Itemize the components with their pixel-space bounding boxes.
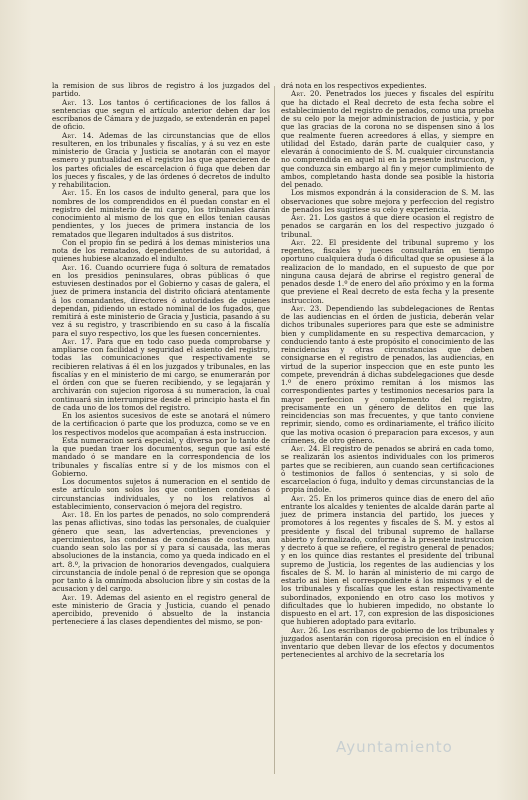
article-number: Art. 20. (291, 89, 322, 99)
article-paragraph (281, 239, 494, 305)
article-number: Art. 24. (291, 444, 321, 453)
article-number: Art. 22. (291, 237, 324, 247)
article-paragraph (52, 338, 270, 412)
article-number: Art. 18. (62, 510, 92, 519)
article-text: En los partes de penados, no solo comprenderá las penas aflictivas, sino todas las personales, de cualquier género que sean, las advertencias, prevenciones y apercimientos, las condenas de condenas de costas, aun cuando sean solo las por sí y para sí causada, las meras absoluciones de la instancia, como ya queda indicado en el art. 8.º, la privacion de honorarios devengados, cualquiera circunstancia de índole penal ó de represion que se oponga por tanto á la omnímoda absolucion libre y sin costas de la acusacion y del cargo. (52, 510, 270, 594)
article-number: Art. 26. (291, 625, 321, 635)
article-number: Art. 21. (291, 213, 321, 222)
article-text: Los tantos ó certificaciones de los fallos á sentencias que segun el artículo anterior deben dar los escribanos de Cámara y de juzgado, se extenderán en papel de oficio. (52, 97, 270, 132)
column-divider (274, 86, 275, 774)
article-text: Ademas del asiento en el registro general de este ministerio de Gracia y Justicia, cuando el penado apercibido, prevenido ó absuelto de la instancia perteneciere á las clases dependientes del mismo, se pon- (52, 592, 270, 627)
article-number: Art. 19. (62, 592, 93, 602)
article-paragraph (281, 189, 494, 214)
article-text: Cuando ocurriere fuga ó soltura de rematados en los presidios peninsulares, obras públicas ó que estuviesen destinados por el Gobierno y casas de galera, el juez de primera instancia del distrito oficiará atentamente á los comandantes, directores ó autoridades de quienes dependan, pidiendo un estado nominal de los fugados, que remitirá á este ministerio de Gracia y Justicia, pasando á su vez á su registro, y trascribiendo en su caso á la fiscalía para el suyo respectivo, los que les fuesen concernientes. (52, 262, 270, 338)
article-paragraph (281, 214, 494, 239)
article-text: Dependiendo las subdelegaciones de Rentas de las audiencias en el órden de justicia, deberán velar dichos tribunales superiores para que este se administre bien y cumplidamente en su respectiva demarcacion, y conduciendo tanto á este propósito el conocimiento de las reincidencias y otras circunstancias que deben consignarse en el registro de penados, las audiencias, en virtud de la superior inspeccion que en este punto les compete, prevendrán á dichas subdelegaciones que desde 1.º de enero próximo remitan á los mismos las correspondientes partes y testimonios necesarios para la mayor perfeccion y complemento del registro, precisamente en un género de delitos en que las reincidencias son mas frecuentes, y que tanto conviene reprimir, siendo, como es ordinariamente, el tráfico ilícito que las motiva ocasion ó preparacion para excesos, y aun crímenes, de otro género. (281, 303, 494, 445)
article-paragraph (52, 594, 270, 627)
article-text: la remision de sus libros de registro á los juzgados del partido. (52, 81, 270, 99)
article-text: Penetrados los jueces y fiscales del espíritu que ha dictado el Real decreto de esta fecha sobre el establecimiento del registro de penados, como una prueba de su celo por la mejor administracion de justicia, y por que las gracias de la corona no se dispensen sino á los que realmente fueren acreedores á ellas, y siempre en utilidad del Estado, darán parte de cualquier caso, y elevarán á conocimiento de S. M. cualquier circunstancia no comprendida en aquel ni en la presente instruccion, y que conduzca sin embargo al fin y mejor cumplimiento de ambos, completando hasta donde sea posible la historia del penado. (281, 89, 494, 189)
article-paragraph (281, 445, 494, 495)
article-text: Esta numeracion será especial, y diversa por lo tanto de la que puedan traer los documentos, segun que así esté mandado ó se mandare en la correspondencia de los tribunales y fiscalías entre sí y de los mismos con el Gobierno. (52, 435, 270, 478)
article-paragraph (52, 132, 270, 190)
article-number: Art. 23. (291, 303, 322, 313)
article-text: Ademas de las circunstancias que de ellos resulteren, en los tribunales y fiscalías, y á su vez en este ministerio de Gracia y Justicia se anotarán con el mayor esmero y puntualidad en el registro las que aparecieren de los partes oficiales de escarcelacion ó fuga que deben dar los jueces y fiscales, y de las órdenes ó decretos de indulto y rehabilitacion. (52, 130, 270, 189)
article-paragraph (52, 189, 270, 239)
article-text: El registro de penados se abrirá en cada tomo, se realizarán los asientos individuales con los primeros partes que se recibieren, aun cuando sean certificaciones ó testimonios de fallos ó sentencias, y si solo de escarcelacion ó fuga, indulto y demas circunstancias de la propia índole. (281, 444, 494, 495)
article-text: Los escribanos de gobierno de los tribunales y juzgados asentarán con rigorosa precision en el índice ó inventario que deben llevar de los efectos y documentos pertenecientes al archivo de la secretaría los (281, 625, 494, 660)
article-number: Art. 13. (62, 97, 94, 107)
article-text: drá nota en los respectivos expedientes. (281, 81, 427, 90)
article-paragraph (281, 627, 494, 660)
article-paragraph (52, 511, 270, 594)
article-paragraph (52, 437, 270, 478)
article-paragraph (52, 239, 270, 264)
article-paragraph (52, 82, 270, 99)
article-text: Para que en todo caso pueda comprobarse y ampliarse con facilidad y seguridad el asiento del registro, todas las comunicaciones que respectivamente se recibieren relativas á él en los juzgados y tribunales, en las fiscalías y en el ministerio de mi cargo, se enumerarán por el órden con que se fueren recibiendo, y se legajarán y archivarán con sujecion rigorosa á su numeracion, la cual continuará sin interrumpirse desde el principio hasta el fin de cada uno de los tomos del registro. (52, 336, 270, 412)
article-text: Los gastos á que diere ocasion el registro de penados se cargarán en los del respectivo juzgado ó tribunal. (281, 213, 494, 239)
article-text: En los casos de indulto general, para que los nombres de los comprendidos en él puedan constar en el registro del ministerio de mi cargo, los tribunales darán conocimiento al mismo de los que en ellos tenian causas pendientes, y los jueces de primera instancia de los rematados que llegaren indultados á sus distritos. (52, 188, 270, 239)
article-text: Los mismos expondrán á la consideracion de S. M. las observaciones que sobre mejora y perfeccion del registro de penados les sugiriese su celo y experiencia. (281, 188, 494, 214)
right-text-column (281, 82, 494, 660)
article-paragraph (52, 99, 270, 132)
article-paragraph (281, 495, 494, 627)
article-text: Los documentos sujetos á numeracion en el sentido de este artículo son solos los que contienen condenas ó circunstancias individuales, y no los relativos al establecimiento, conservacion ó mejora del registro. (52, 477, 270, 511)
article-paragraph (52, 412, 270, 437)
article-number: Art. 16. (62, 262, 92, 272)
article-paragraph (52, 264, 270, 338)
article-text: El presidente del tribunal supremo y los regentes, fiscales y jueces consultarán en tiempo oportuno cualquiera duda ó dificultad que se opusiese á la realizacion de lo mandado, en el supuesto de que por ninguna causa dejará de abrirse el registro general de penados desde 1.º de enero del año próximo y en la forma que previene el Real decreto de esta fecha y la presente instruccion. (281, 237, 494, 305)
article-number: Art. 14. (62, 130, 94, 140)
library-watermark: Ayuntamiento (336, 738, 453, 756)
article-number: Art. 15. (62, 188, 93, 198)
left-text-column (52, 82, 270, 627)
article-text: Con el propio fin se pedirá á los demas ministerios una nota de los rematados, dependientes de su autoridad, á quienes hubiese alcanzado el indulto. (52, 237, 270, 264)
article-number: Art. 17. (62, 336, 93, 346)
article-paragraph (52, 478, 270, 511)
article-text: En los primeros quince dias de enero del año entrante los alcaldes y tenientes de alcalde darán parte al juez de primera instancia del partido, los jueces y promotores á los regentes y fiscales de S. M. y estos al presidente y fiscal del tribunal supremo de hallarse abierto y formalizado, conforme á la presente instruccion y decreto á que se refiere, el registro general de penados; y en los quince dias restantes el presidente del tribunal supremo de Justicia, los regentes de las audiencias y los fiscales de S. M. lo harán al ministerio de mi cargo de estarlo asi bien el correspondiente á los mismos y el de los tribunales y fiscalías que les estan respectivamente subordinados, exponiendo en otro caso los motivos y dificultades que lo hubieren impedido, no obstante lo dispuesto en el art. 17, con expresion de las disposiciones que hubieren adoptado para evitarlo. (281, 493, 494, 627)
article-paragraph (281, 305, 494, 445)
article-paragraph (281, 90, 494, 189)
article-number: Art. 25. (291, 493, 321, 503)
article-text: En los asientos sucesivos de este se anotará el número de la certificacion ó parte que los produzca, como se ve en los respectivos modelos que acompañan á esta instruccion. (52, 411, 270, 437)
